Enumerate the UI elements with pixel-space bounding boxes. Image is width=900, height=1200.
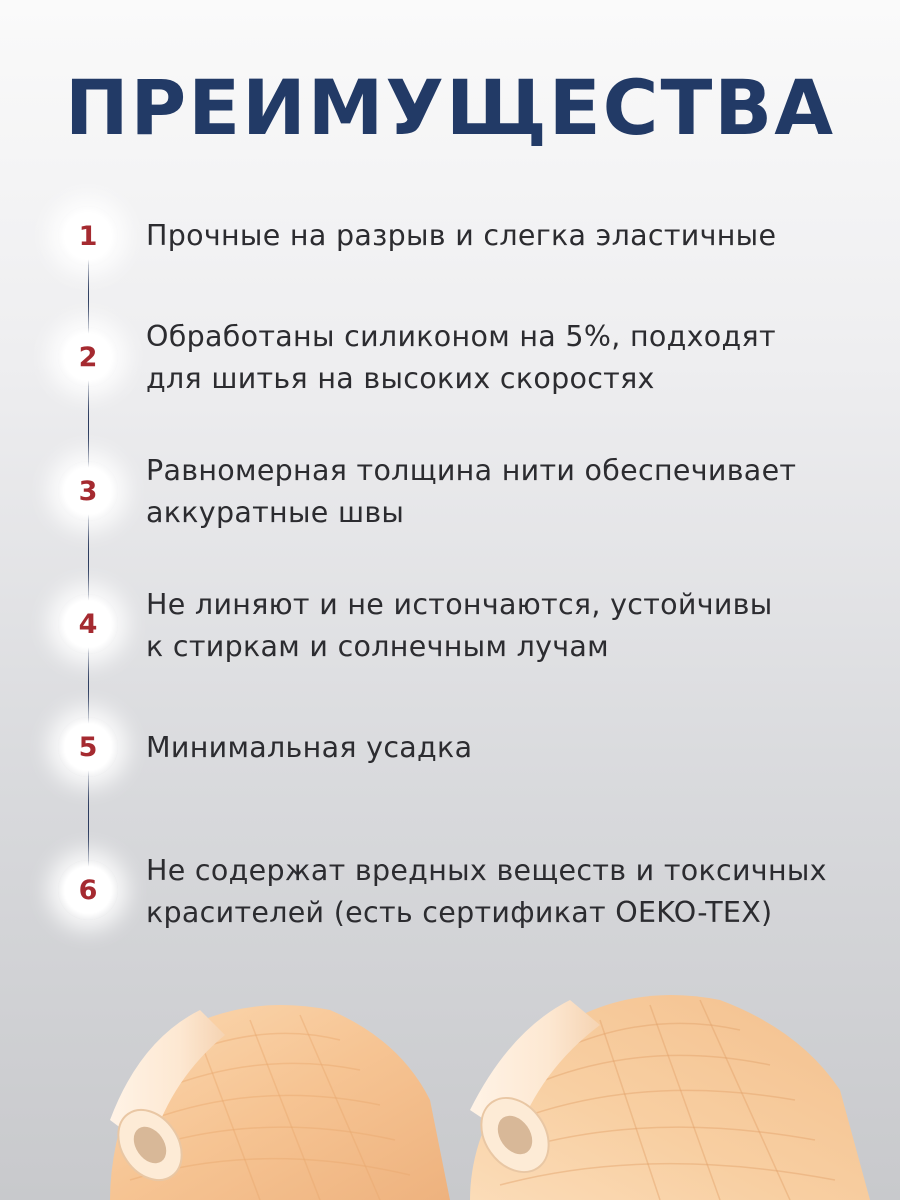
number-4: 4 <box>78 608 98 640</box>
number-3: 3 <box>78 475 98 507</box>
number-badge-4 <box>58 594 118 654</box>
benefit-line: для шитья на высоких скоростях <box>146 362 655 395</box>
number-badge-3 <box>58 461 118 521</box>
benefit-line: Обработаны силиконом на 5%, подходят <box>146 320 776 353</box>
page-title: ПРЕИМУЩЕСТВА <box>64 63 836 152</box>
benefit-line: Не содержат вредных веществ и токсичных <box>146 854 827 887</box>
thread-spools-image <box>0 980 900 1200</box>
benefit-item-4 <box>146 584 866 668</box>
benefit-line: Прочные на разрыв и слегка эластичные <box>146 219 777 252</box>
benefit-item-6 <box>146 850 866 934</box>
number-5: 5 <box>78 731 98 763</box>
number-6: 6 <box>78 874 98 906</box>
benefit-item-2 <box>146 316 866 400</box>
number-badge-2 <box>58 327 118 387</box>
benefit-line: аккуратные швы <box>146 496 405 529</box>
benefit-item-1 <box>146 215 866 257</box>
benefit-item-5 <box>146 727 866 769</box>
spool-left <box>105 1005 450 1200</box>
spool-right <box>467 995 870 1200</box>
benefit-line: красителей (есть сертификат OEKO-TEX) <box>146 896 773 929</box>
number-2: 2 <box>78 341 98 373</box>
number-1: 1 <box>78 220 98 252</box>
benefit-line: Не линяют и не истончаются, устойчивы <box>146 588 773 621</box>
benefit-line: к стиркам и солнечным лучам <box>146 630 609 663</box>
benefit-line: Равномерная толщина нити обеспечивает <box>146 454 797 487</box>
number-badge-6 <box>58 860 118 920</box>
number-badge-5 <box>58 717 118 777</box>
benefit-line: Минимальная усадка <box>146 731 473 764</box>
benefit-item-3 <box>146 450 866 534</box>
number-badge-1 <box>58 206 118 266</box>
